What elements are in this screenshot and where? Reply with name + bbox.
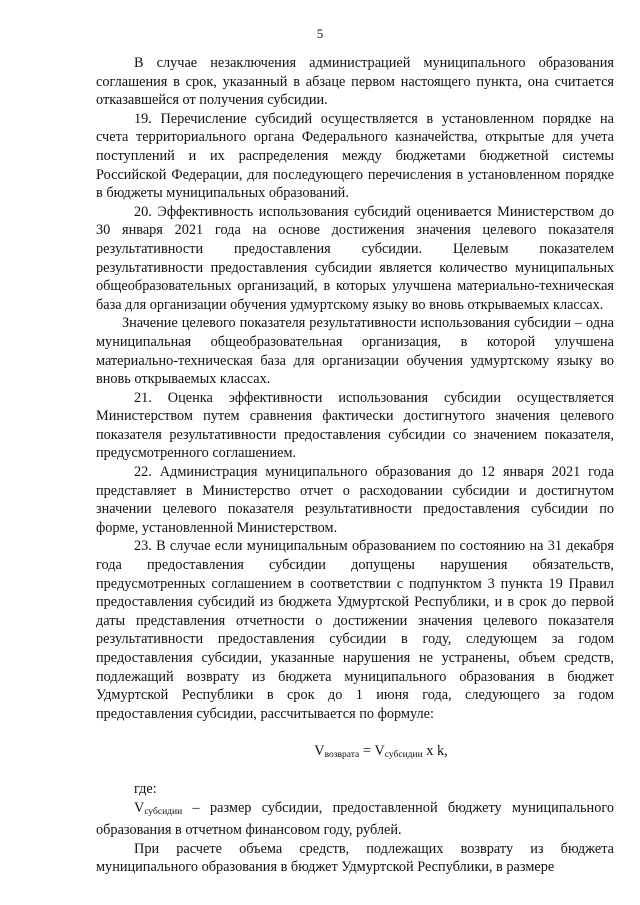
paragraph-refund-calculation: При расчете объема средств, подлежащих возврату из бюджета муниципального образования в бюджет Удмуртской Республики, в размере bbox=[96, 840, 614, 876]
formula-lhs-subscript: возврата bbox=[324, 750, 360, 761]
formula-rhs-tail: x k, bbox=[422, 743, 448, 760]
paragraph-21: 21. Оценка эффективности использования субсидии осуществляется Министерством путем сравнения фактически достигнутого значения целевого показателя результативности предоставления субсидии со значением показателя, предусмотренного соглашением. bbox=[96, 389, 614, 462]
where-label: где: bbox=[134, 780, 157, 797]
formula-rhs-subscript: субсидии bbox=[384, 750, 423, 761]
paragraph-20-target-value: Значение целевого показателя результативности использования субсидии – одна муниципальная общеобразовательная организация, в которой улучшена материально-техническая база для организации обучения удмуртскому языку во вновь открываемых классах. bbox=[96, 315, 614, 388]
paragraph-22: 22. Администрация муниципального образования до 12 января 2021 года представляет в Министерство отчет о расходовании субсидии и достигнутом значении целевого показателя результативности предоставления субсидии по форме, установленной Министерством. bbox=[96, 464, 614, 536]
paragraph-agreement-refusal: В случае незаключения администрацией муниципального образования соглашения в срок, указанный в абзаце первом настоящего пункта, она считается отказавшейся от получения субсидии. bbox=[96, 55, 614, 109]
formula-lhs-variable: V bbox=[314, 743, 325, 760]
definition-variable: V bbox=[134, 799, 145, 816]
definition-subsidy-volume bbox=[96, 799, 614, 840]
formula-rhs-variable: V bbox=[374, 743, 385, 760]
document-body bbox=[96, 54, 614, 877]
definition-text: – размер субсидии, предоставленной бюджету муниципального образования в отчетном финансовом году, рублей. bbox=[96, 799, 614, 839]
page-number: 5 bbox=[316, 26, 324, 41]
formula-equals: = bbox=[359, 743, 375, 760]
paragraph-19: 19. Перечисление субсидий осуществляется в установленном порядке на счета территориального органа Федерального казначейства, открытые для учета поступлений и их распределения между бюджетами бюджетной системы Российской Федерации, для последующего перечисления в установленном порядке в бюджеты муниципальных образований. bbox=[96, 110, 614, 202]
paragraph-23: 23. В случае если муниципальным образованием по состоянию на 31 декабря года предоставления субсидии допущены нарушения обязательств, предусмотренных соглашением в соответствии с подпунктом 3 пункта 19 Правил предоставления субсидий из бюджета Удмуртской Республики, и в срок до первой даты представления отчетности о достижении значения целевого показателя результативности предоставления субсидии в году, следующем за годом предоставления субсидии, указанные нарушения не устранены, объем средств, подлежащий возврату из бюджета муниципального образования в бюджет Удмуртской Республики в срок до 1 июня года, следующего за годом предоставления субсидии, рассчитывается по формуле: bbox=[96, 538, 614, 722]
definition-subscript: субсидии bbox=[144, 806, 183, 817]
paragraph-20: 20. Эффективность использования субсидий оценивается Министерством до 30 января 2021 года на основе достижения значения целевого показателя результативности предоставления субсидии. Целевым показателем результативности предоставления субсидии является количество муниципальных общеобразовательных организаций, в которых улучшена материально-техническая база для организации обучения удмуртскому языку во вновь открываемых классах. bbox=[96, 203, 614, 313]
refund-formula bbox=[96, 742, 614, 765]
